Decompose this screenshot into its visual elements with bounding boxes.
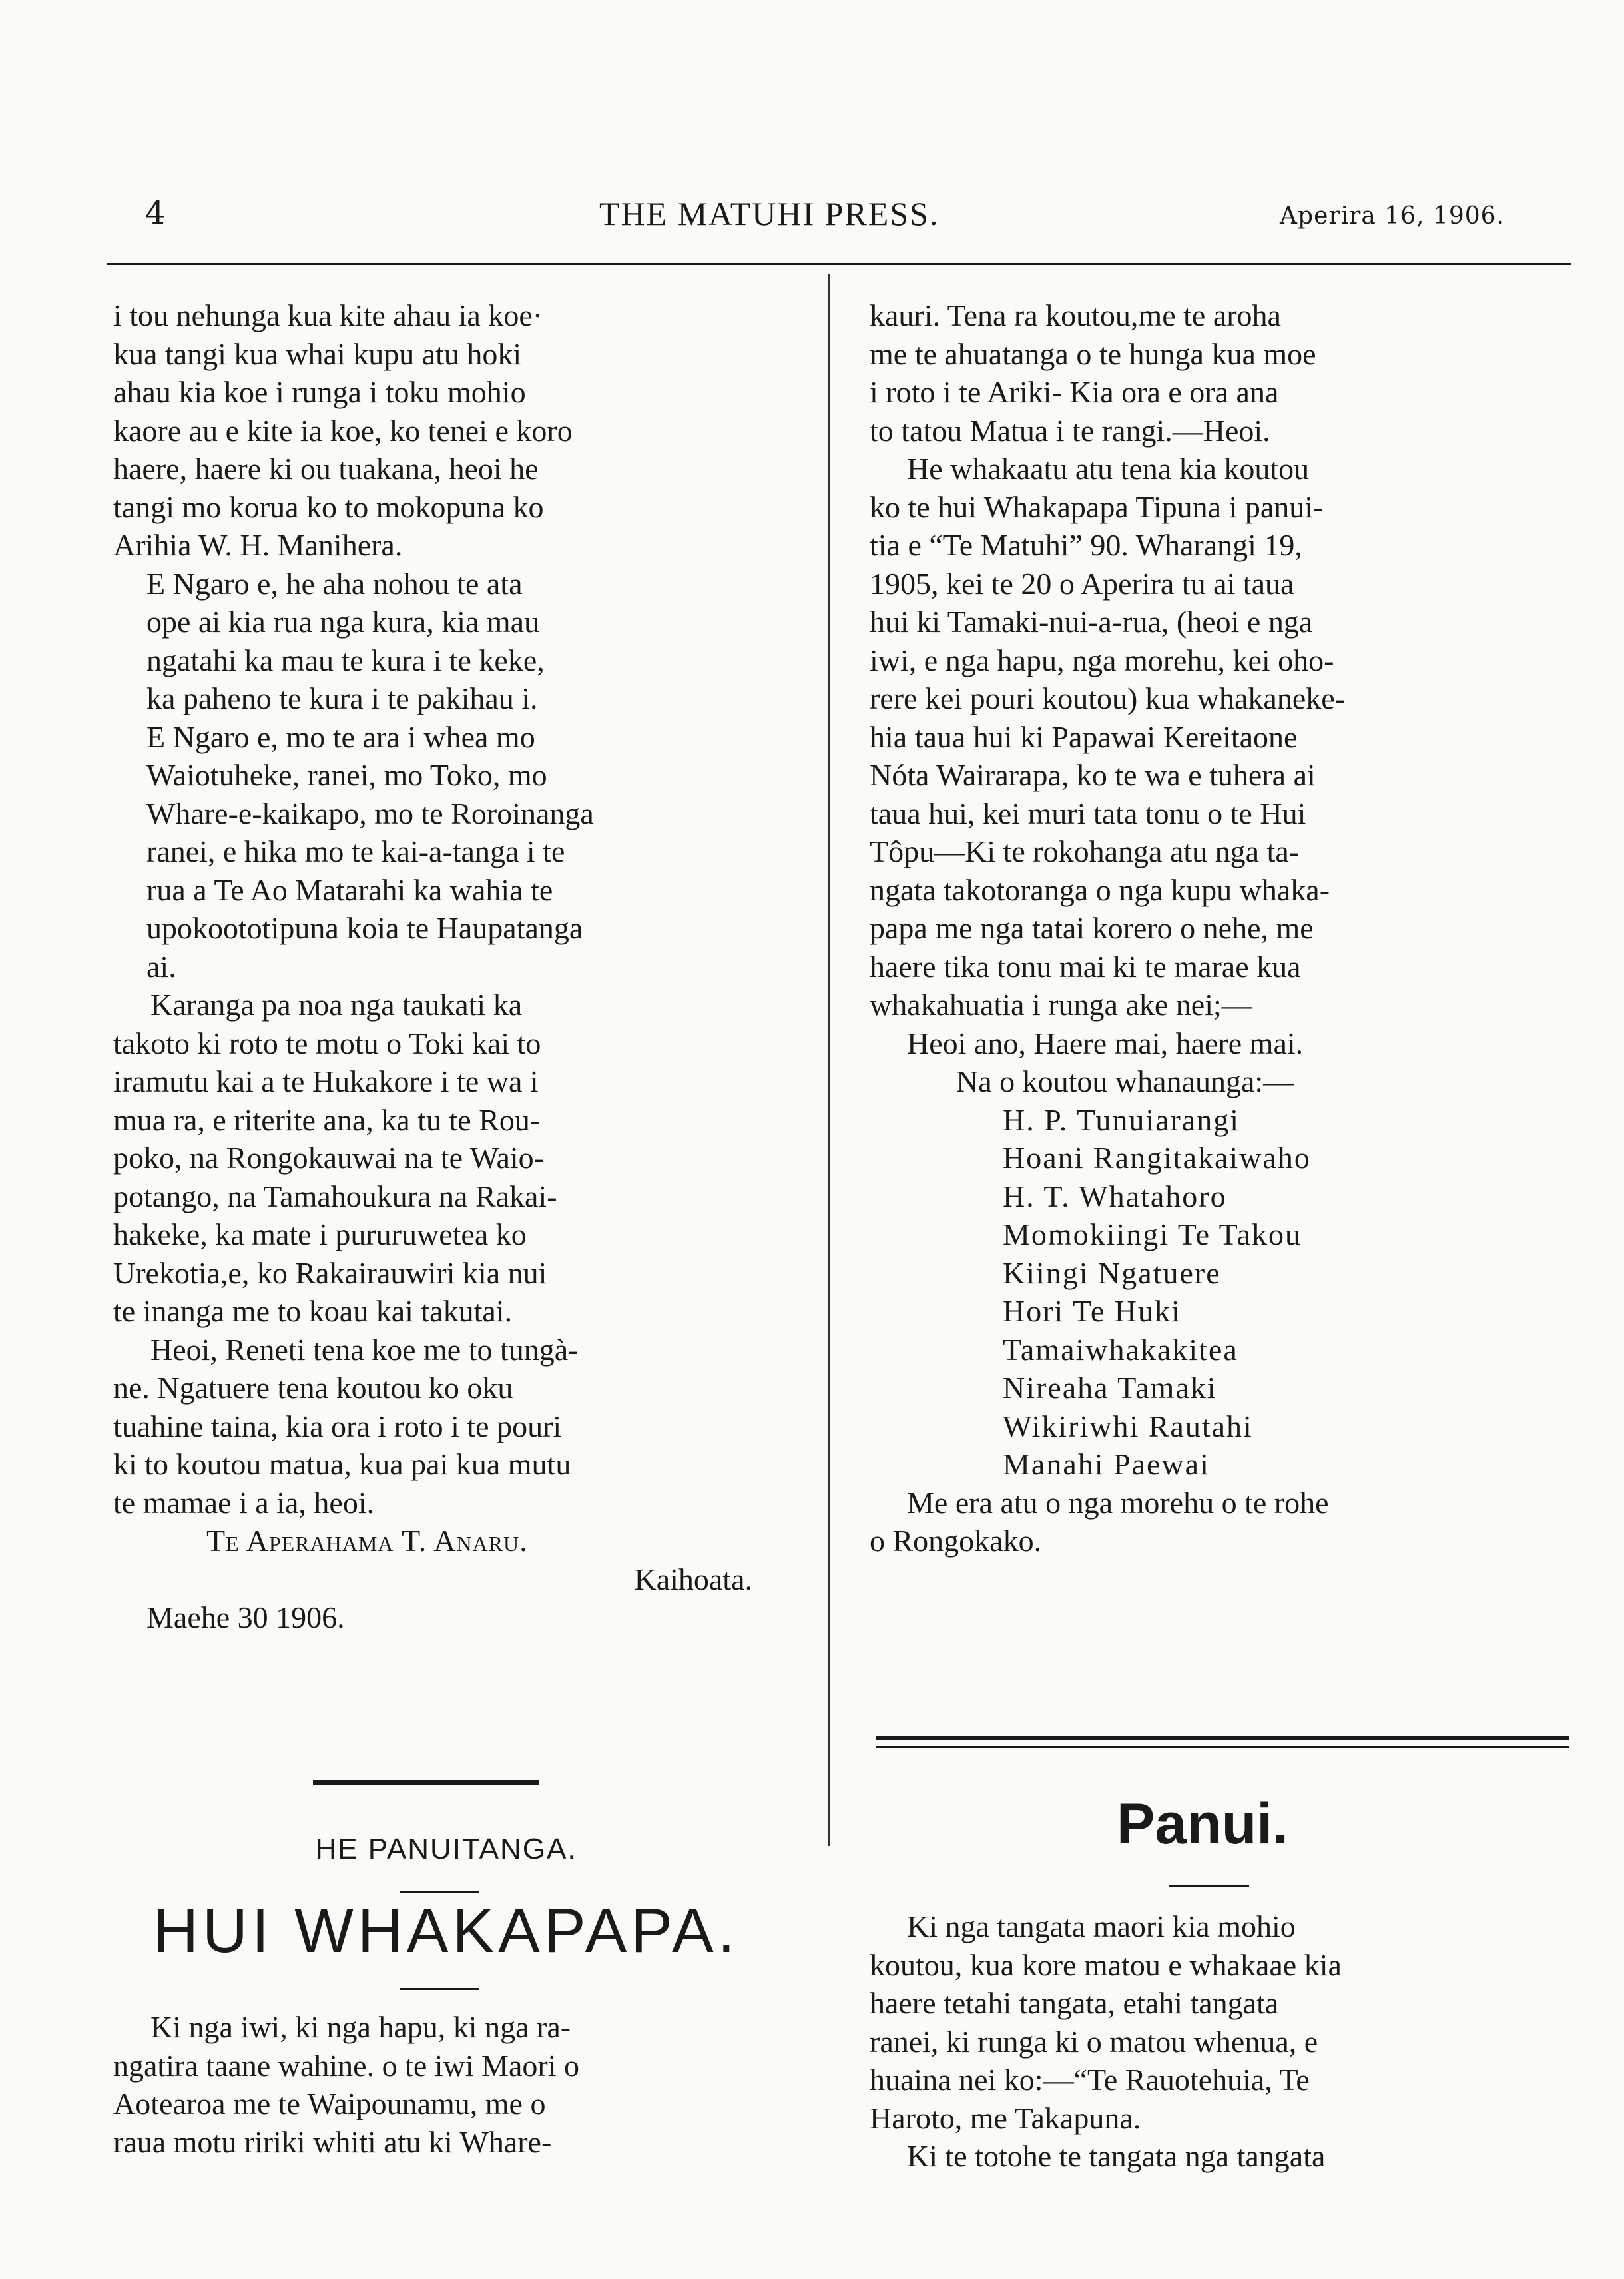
- list-item: H. T. Whatahoro: [1003, 1179, 1227, 1213]
- right-column: [870, 296, 1535, 1560]
- subheading-he-panuitanga: HE PANUITANGA.: [315, 1833, 577, 1865]
- heading-rule-below: [400, 1988, 479, 1990]
- obituary-text: i tou nehunga kua kite ahau ia koe· kua tangi kua whai kupu atu hoki ahau kia koe i runga i toku mohio kaore au e kite ia koe, ko tenei e koro haere, haere ki ou tuakana, heoi he tangi mo korua ko to mokopuna ko Arihia W. H. Manihera.: [113, 298, 573, 562]
- left-column: [113, 296, 779, 1637]
- page-header: [133, 194, 1525, 248]
- header-rule: [107, 263, 1571, 265]
- list-item: Nireaha Tamaki: [1003, 1371, 1217, 1405]
- panui-heading: Panui.: [1116, 1792, 1289, 1856]
- lament-verse-2: E Ngaro e, mo te ara i whea mo Waiotuheke, ranei, mo Toko, mo Whare-e-kaikapo, mo te Roroinanga ranei, e hika mo te kai-a-tanga i te rua a Te Ao Matarahi ka wahia te upokoototipuna koia te Haupatanga ai.: [146, 719, 594, 984]
- signature-date: Maehe 30 1906.: [146, 1600, 345, 1634]
- list-item: Hori Te Huki: [1003, 1294, 1181, 1328]
- signature-place: Kaihoata.: [634, 1562, 752, 1596]
- list-item: Tamaiwhakakitea: [1003, 1332, 1238, 1367]
- list-item: Hoani Rangitakaiwaho: [1003, 1141, 1311, 1175]
- lament-paragraph-4: Heoi, Reneti tena koe me to tungà- ne. Ngatuere tena koutou ko oku tuahine taina, kia ora i roto i te pouri ki to koutou matua, kua pai kua mutu te mamae i a ia, heoi.: [113, 1332, 579, 1520]
- hui-continuation: kauri. Tena ra koutou,me te aroha me te ahuatanga o te hunga kua moe i roto i te Ariki- Kia ora e ora ana to tatou Matua i te rangi.—Heoi.: [870, 298, 1316, 448]
- lament-paragraph-3: Karanga pa noa nga taukati ka takoto ki roto te motu o Toki kai to iramutu kai a te Hukakore i te wa i mua ra, e riterite ana, ka tu te Rou- poko, na Rongokauwai na te Waio- potango, na Tamahoukura na Rakai- hakeke, ka mate i pururuwetea ko Urekotia,e, ko Rakairauwiri kia nui te inanga me to koau kai takutai.: [113, 988, 557, 1328]
- hui-closing: Heoi ano, Haere mai, haere mai.: [907, 1026, 1304, 1060]
- panui-text: Ki nga tangata maori kia mohio koutou, kua kore matou e whakaae kia haere tetahi tangata, etahi tangata ranei, ki runga ki o matou whenua, e huaina nei ko:—“Te Rauotehuia, Te Haroto, me Takapuna. Ki te totohe te tangata nga tangata: [870, 1909, 1342, 2173]
- hui-announcement: He whakaatu atu tena kia koutou ko te hui Whakapapa Tipuna i panui- tia e “Te Matuhi” 90. Wharangi 19, 1905, kei te 20 o Aperira tu ai taua hui ki Tamaki-nui-a-rua, (heoi e nga iwi, e nga hapu, nga morehu, kei oho- rere kei pouri koutou) kua whakaneke- hia taua hui ki Papawai Kereitaone Nóta Wairarapa, ko te wa e tuhera ai taua hui, kei muri tata tonu o te Hui Tôpu—Ki te rokohanga atu nga ta- ngata takotoranga o nga kupu whaka- papa me nga tatai korero o nehe, me haere tika tonu mai ki te marae kua whakahuatia i runga ake nei;—: [870, 452, 1345, 1022]
- panui-double-rule-bottom: [876, 1746, 1569, 1748]
- list-item: Kiingi Ngatuere: [1003, 1255, 1221, 1290]
- heading-rule: [400, 1891, 479, 1893]
- heading-hui-whakapapa: HUI WHAKAPAPA.: [153, 1895, 739, 1965]
- list-item: Manahi Paewai: [1003, 1447, 1210, 1481]
- section-rule-thick: [313, 1780, 539, 1785]
- lament-verse-1: E Ngaro e, he aha nohou te ata ope ai kia rua nga kura, kia mau ngatahi ka mau te kura i te keke, ka paheno te kura i te pakihau i.: [146, 566, 545, 715]
- panui-double-rule-top: [876, 1736, 1569, 1740]
- masthead-title: THE MATUHI PRESS.: [599, 195, 940, 232]
- hui-intro-text: Ki nga iwi, ki nga hapu, ki nga ra- ngatira taane wahine. o te iwi Maori o Aotearoa me te Waipounamu, me o raua motu ririki whiti atu ki Whare-: [113, 2010, 579, 2159]
- signatory-list: [870, 1101, 1535, 1484]
- signature-name: Te Aperahama T. Anaru.: [206, 1524, 528, 1558]
- list-item: H. P. Tunuiarangi: [1003, 1102, 1240, 1137]
- signatories-intro: Na o koutou whanaunga:—: [956, 1064, 1294, 1098]
- panui-heading-rule: [1169, 1885, 1249, 1887]
- list-item: Momokiingi Te Takou: [1003, 1217, 1302, 1251]
- column-divider: [828, 274, 830, 1846]
- list-item: Wikiriwhi Rautahi: [1003, 1409, 1253, 1443]
- page-number: 4: [145, 194, 166, 232]
- hui-footer: Me era atu o nga morehu o te rohe o Rongokako.: [870, 1485, 1329, 1558]
- issue-date: Aperira 16, 1906.: [1280, 202, 1505, 230]
